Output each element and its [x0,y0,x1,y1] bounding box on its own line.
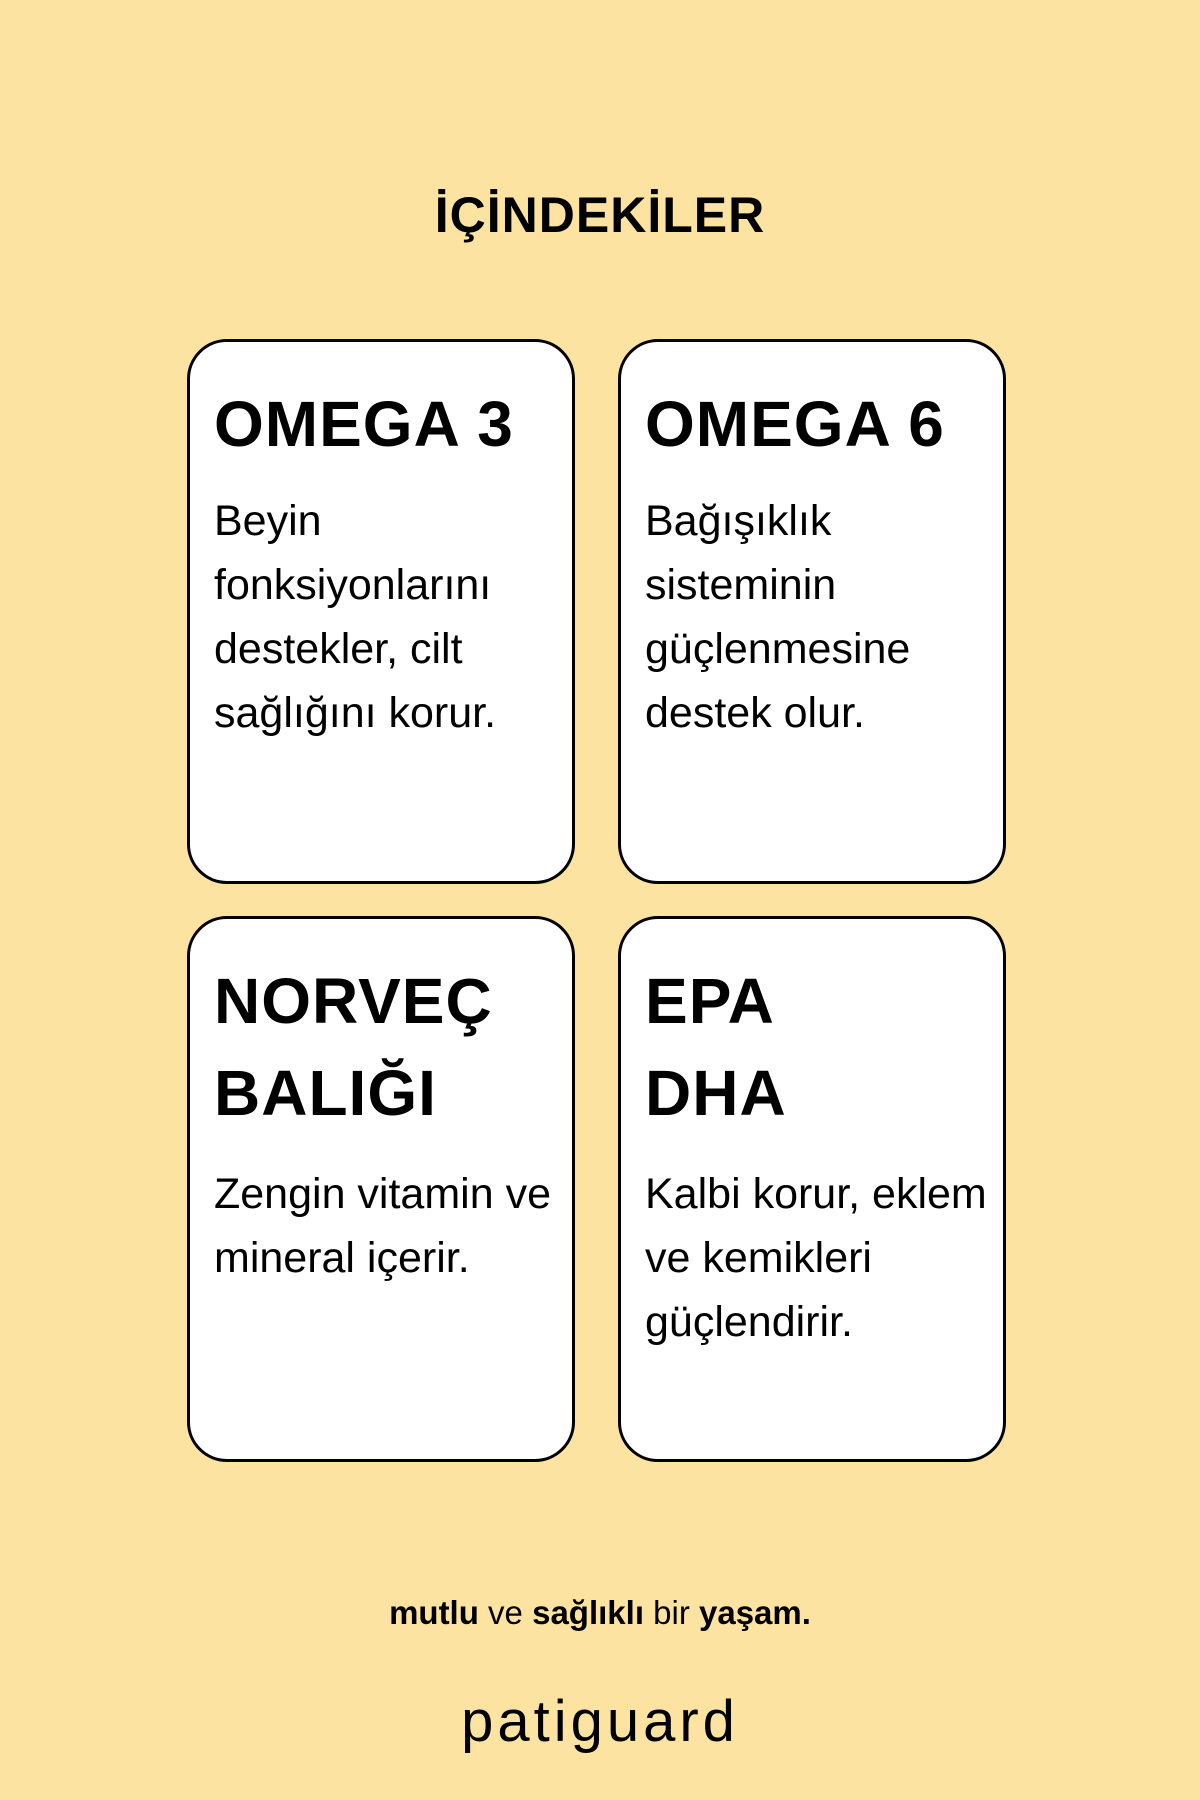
tagline-word: bir [643,1594,699,1631]
tagline [0,1594,1200,1632]
tagline-word: mutlu [389,1594,479,1631]
ingredient-card-epa-dha [618,916,1006,1462]
card-heading: OMEGA 6 [645,388,945,460]
ingredient-card-omega6 [618,339,1006,884]
card-description: Zengin vitamin ve mineral içerir. [214,1170,551,1282]
card-heading: EPA DHA [645,965,787,1129]
ingredient-card-norvec-baligi [187,916,575,1462]
card-description: Kalbi korur, eklem ve kemikleri güçlendirir. [645,1170,987,1346]
tagline-word: sağlıklı [532,1594,644,1631]
card-heading: OMEGA 3 [214,388,514,460]
tagline-word: ve [478,1594,533,1631]
card-description: Bağışıklık sisteminin güçlenmesine destek olur. [645,497,911,737]
page-title: İÇİNDEKİLER [434,187,766,243]
card-heading: NORVEÇ BALIĞI [214,965,493,1129]
ingredient-card-omega3 [187,339,575,884]
tagline-word: yaşam. [699,1594,811,1631]
brand-logo: patiguard [461,1689,739,1754]
card-description: Beyin fonksiyonlarını destekler, cilt sağlığını korur. [214,497,497,737]
